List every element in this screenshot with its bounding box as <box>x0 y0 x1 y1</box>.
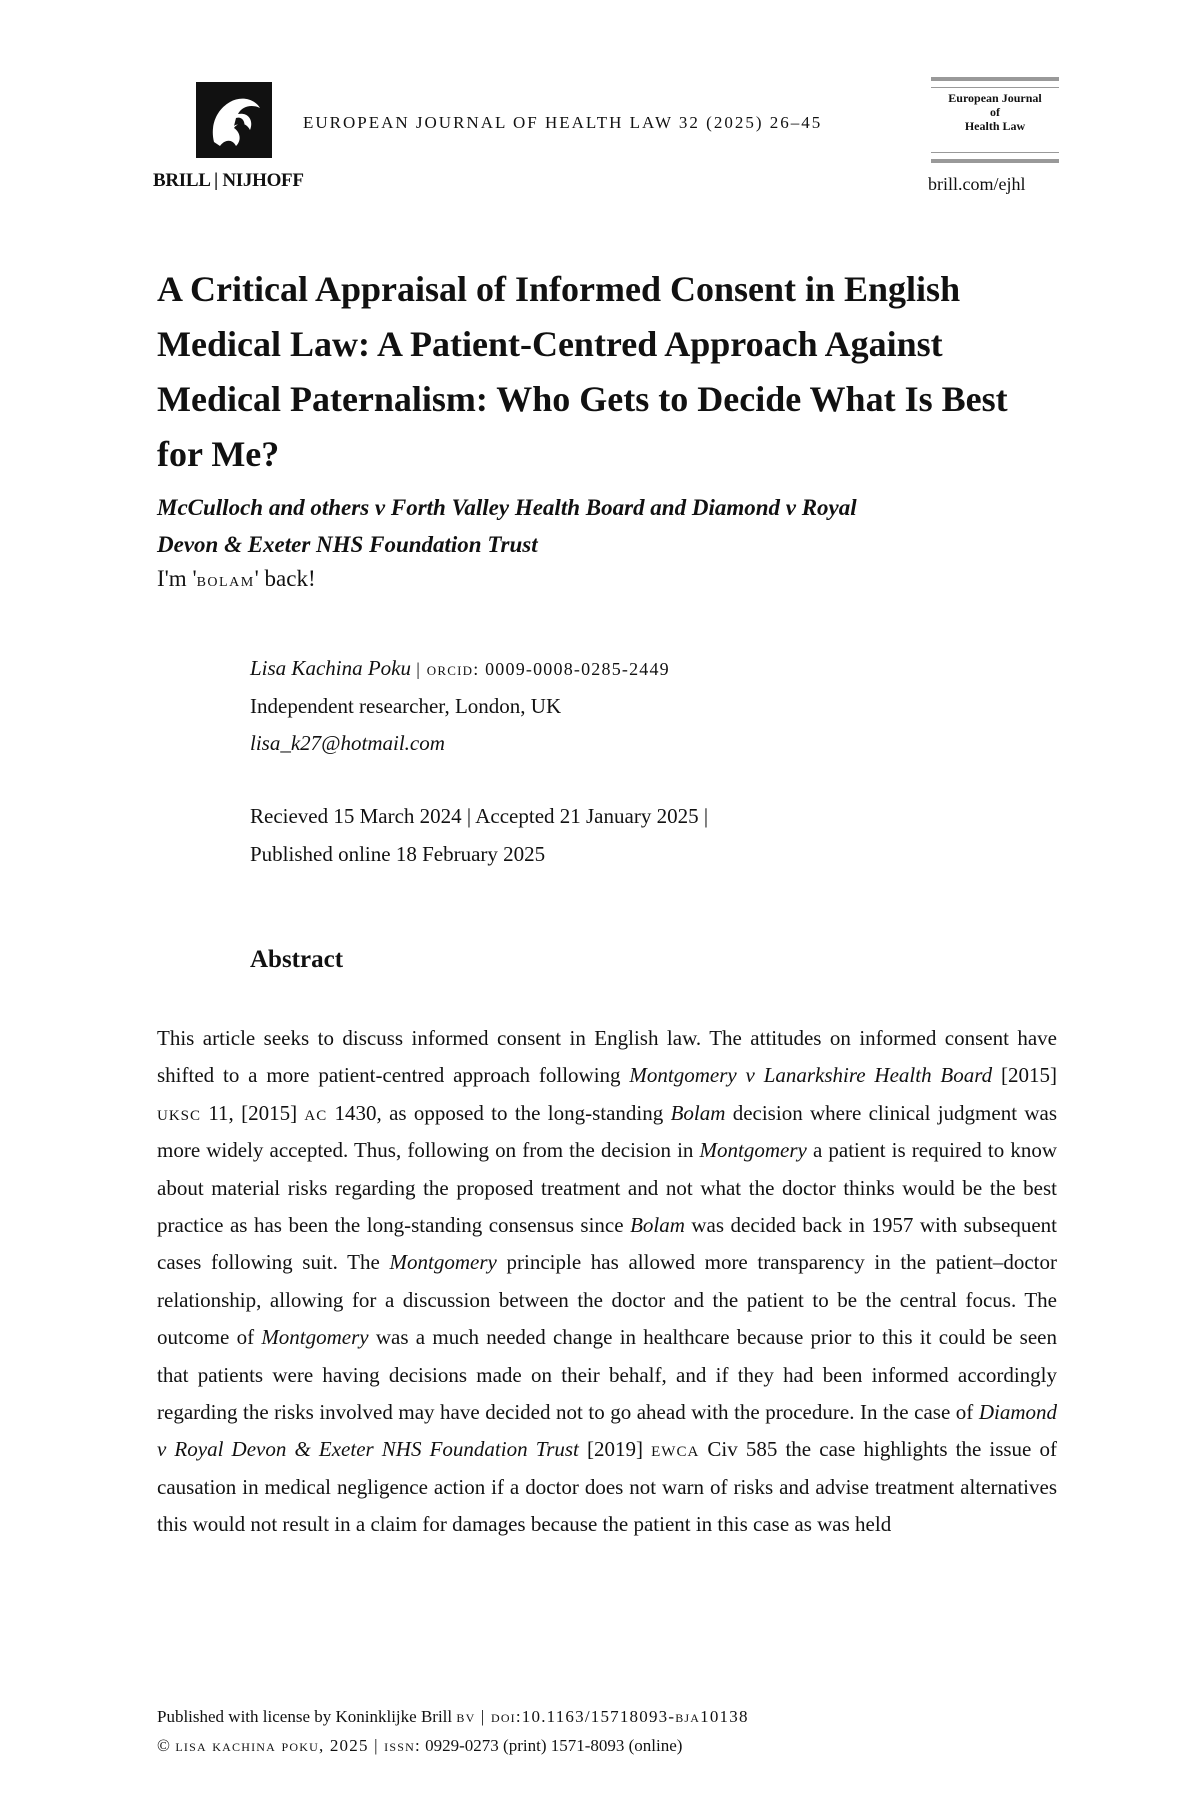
abstract-body: This article seeks to discuss informed consent in English law. The attitudes on informed consent have shifted to a more patient-centred approach following Montgomery v Lanarkshire Health Board [2015] uksc 11, [2015] ac 1430, as opposed to the long-standing Bolam decision where clinical judgment was more widely accepted. Thus, following on from the decision in Montgomery a patient is required to know about material risks regarding the proposed treatment and not what the doctor thinks would be the best practice as has been the long-standing consensus since Bolam was decided back in 1957 with subsequent cases following suit. The Montgomery principle has allowed more transparency in the patient–doctor relationship, allowing for a discussion between the doctor and the patient to be the central focus. The outcome of Montgomery was a much needed change in healthcare because prior to this it could be seen that patients were having decisions made on their behalf, and if they had been informed accordingly regarding the risks involved may have decided not to go ahead with the procedure. In the case of Diamond v Royal Devon & Exeter NHS Foundation Trust [2019] ewca Civ 585 the case highlights the issue of causation in medical negligence action if a doctor does not warn of risks and advise treatment alternatives this would not result in a claim for damages because the patient in this case as was held <box>157 1026 1057 1537</box>
dates-line: Recieved 15 March 2024 | Accepted 21 January 2025 | <box>250 804 709 828</box>
tagline-text: I'm ' <box>157 566 197 591</box>
article-tagline <box>157 566 316 592</box>
journal-badge-line: Health Law <box>964 119 1026 133</box>
author-email[interactable]: lisa_k27@hotmail.com <box>250 731 445 755</box>
author-affiliation: Independent researcher, London, UK <box>250 694 562 718</box>
tagline-smallcaps: bolam <box>196 569 255 591</box>
article-title: A Critical Appraisal of Informed Consent in English Medical Law: A Patient-Centred Approach Against Medical Paternalism: Who Gets to Decide What Is Best for Me? <box>157 269 1008 474</box>
copyright-footer <box>157 1702 749 1760</box>
article-subtitle <box>157 489 1057 563</box>
brill-logo-icon <box>196 82 272 158</box>
journal-url: brill.com/ejhl <box>928 174 1026 194</box>
subtitle-line: McCulloch and others v Forth Valley Health Board and Diamond v Royal <box>157 495 857 520</box>
subtitle-line: Devon & Exeter NHS Foundation Trust <box>157 532 538 557</box>
dates-line: Published online 18 February 2025 <box>250 842 546 866</box>
running-head: EUROPEAN JOURNAL OF HEALTH LAW 32 (2025) 26–45 <box>303 113 823 132</box>
journal-badge-line: European Journal <box>948 91 1042 105</box>
author-name: Lisa Kachina Poku <box>250 656 411 680</box>
publication-dates <box>250 797 708 873</box>
author-block <box>250 650 670 762</box>
journal-badge-line: of <box>990 105 1000 119</box>
copyright-icon: © <box>157 1736 170 1755</box>
brill-logo <box>196 82 272 158</box>
footer-issn-line: © lisa kachina poku, 2025 | issn: 0929-0273 (print) 1571-8093 (online) <box>157 1736 683 1755</box>
tagline-text: ' back! <box>254 566 316 591</box>
footer-license-line: Published with license by Koninklijke Brill bv | doi:10.1163/15718093-bja10138 <box>157 1707 749 1726</box>
journal-badge <box>931 77 1059 163</box>
author-orcid: | orcid: 0009-0008-0285-2449 <box>416 659 670 679</box>
publisher-name: BRILL | NIJHOFF <box>153 170 304 191</box>
abstract-heading: Abstract <box>250 946 344 973</box>
